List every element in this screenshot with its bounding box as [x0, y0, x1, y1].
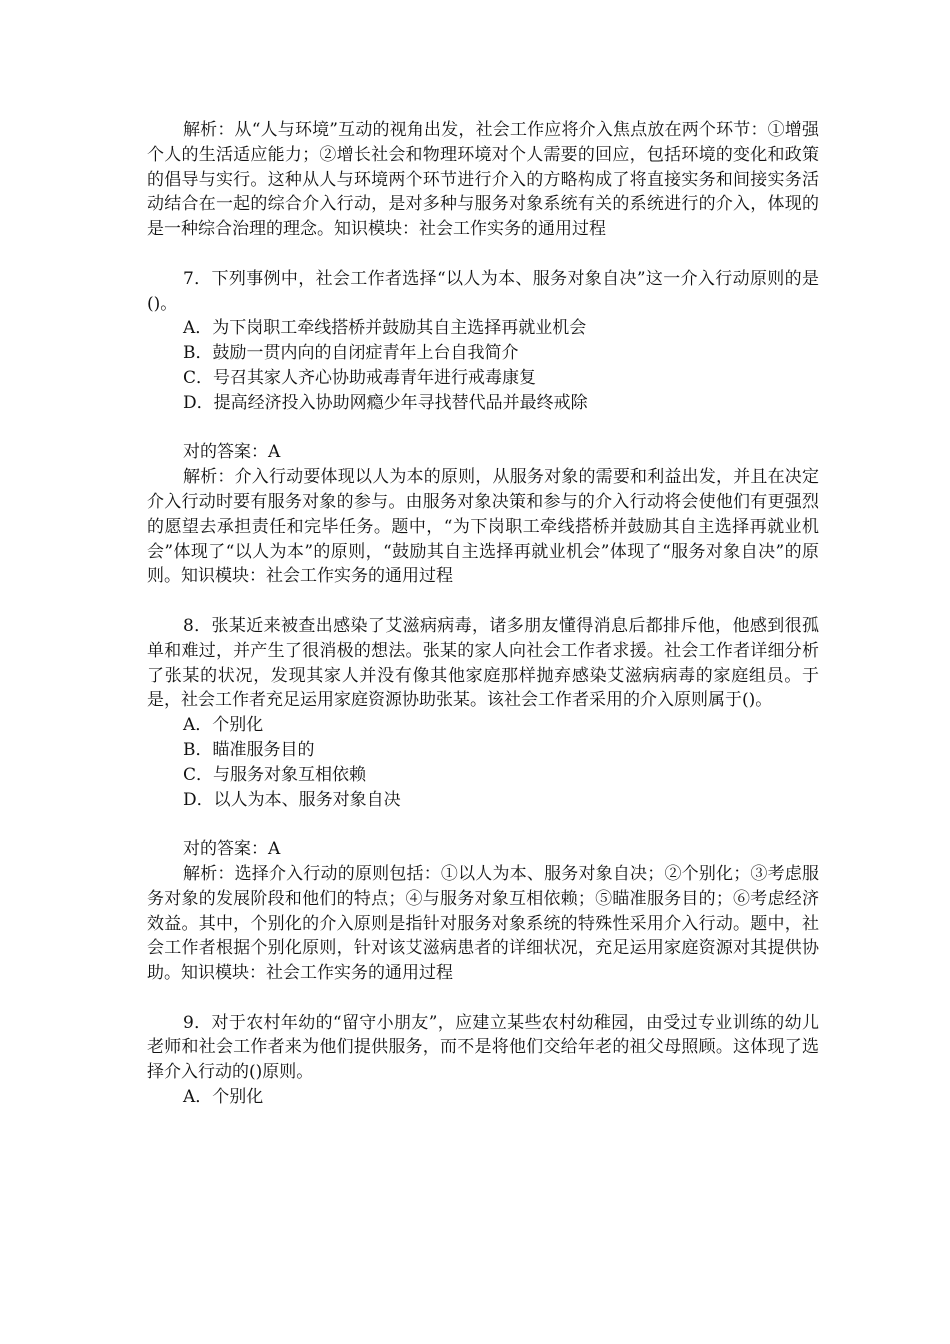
question-8: [147, 614, 819, 986]
question-stem: 8．张某近来被查出感染了艾滋病病毒，诸多朋友懂得消息后都排斥他，他感到很孤单和难过，并产生了很消极的想法。张某的家人向社会工作者求援。社会工作者详细分析了张某的状况，发现其家人并没有像其他家庭那样抛弃感染艾滋病病毒的家庭组员。于是，社会工作者充足运用家庭资源协助张某。该社会工作者采用的介入原则属于()。: [147, 615, 819, 711]
option-a: A．个别化: [183, 1087, 264, 1108]
spacer: [147, 812, 819, 837]
answer: 对的答案：A: [183, 839, 281, 860]
option-c: C．号召其家人齐心协助戒毒青年进行戒毒康复: [183, 367, 537, 388]
question-7: [147, 267, 819, 589]
spacer: [147, 986, 819, 1011]
spacer: [147, 242, 819, 267]
question-9: [147, 1011, 819, 1110]
analysis: 解析：选择介入行动的原则包括：①以人为本、服务对象自决；②个别化；③考虑服务对象的发展阶段和他们的特点；④与服务对象互相依赖；⑤瞄准服务目的；⑥考虑经济效益。其中，个别化的介入原则是指针对服务对象系统的特殊性采用介入行动。题中，社会工作者根据个别化原则，针对该艾滋病患者的详细状况，充足运用家庭资源对其提供协助。知识模块：社会工作实务的通用过程: [147, 863, 819, 984]
option-a: A．个别化: [183, 715, 264, 736]
option-d: D．以人为本、服务对象自决: [183, 789, 401, 810]
intro-analysis: 解析：从“人与环境”互动的视角出发，社会工作应将介入焦点放在两个环节：①增强个人的生活适应能力；②增长社会和物理环境对个人需要的回应，包括环境的变化和政策的倡导与实行。这种从人与环境两个环节进行介入的方略构成了将直接实务和间接实务活动结合在一起的综合介入行动，是对多种与服务对象系统有关的系统进行的介入，体现的是一种综合治理的理念。知识模块：社会工作实务的通用过程: [147, 120, 819, 240]
spacer: [147, 589, 819, 614]
analysis: 解析：介入行动要体现以人为本的原则，从服务对象的需要和利益出发，并且在决定介入行动时要有服务对象的参与。由服务对象决策和参与的介入行动将会使他们有更强烈的愿望去承担责任和完毕任务。题中，“为下岗职工牵线搭桥并鼓励其自主选择再就业机会”体现了“以人为本”的原则，“鼓励其自主选择再就业机会”体现了“服务对象自决”的原则。知识模块：社会工作实务的通用过程: [147, 467, 819, 587]
spacer: [147, 416, 819, 441]
question-stem: 7．下列事例中，社会工作者选择“以人为本、服务对象自决”这一介入行动原则的是()。: [147, 268, 819, 314]
question-stem: 9．对于农村年幼的“留守小朋友”，应建立某些农村幼稚园，由受过专业训练的幼儿老师和社会工作者来为他们提供服务，而不是将他们交给年老的祖父母照顾。这体现了选择介入行动的()原则。: [147, 1012, 819, 1083]
document-page: [147, 118, 819, 1110]
option-a: A．为下岗职工牵线搭桥并鼓励其自主选择再就业机会: [183, 318, 587, 339]
option-b: B．瞄准服务目的: [183, 739, 315, 760]
answer: 对的答案：A: [183, 442, 281, 463]
option-c: C．与服务对象互相依赖: [183, 764, 367, 785]
option-d: D．提高经济投入协助网瘾少年寻找替代品并最终戒除: [183, 392, 588, 413]
option-b: B．鼓励一贯内向的自闭症青年上台自我简介: [183, 343, 519, 364]
